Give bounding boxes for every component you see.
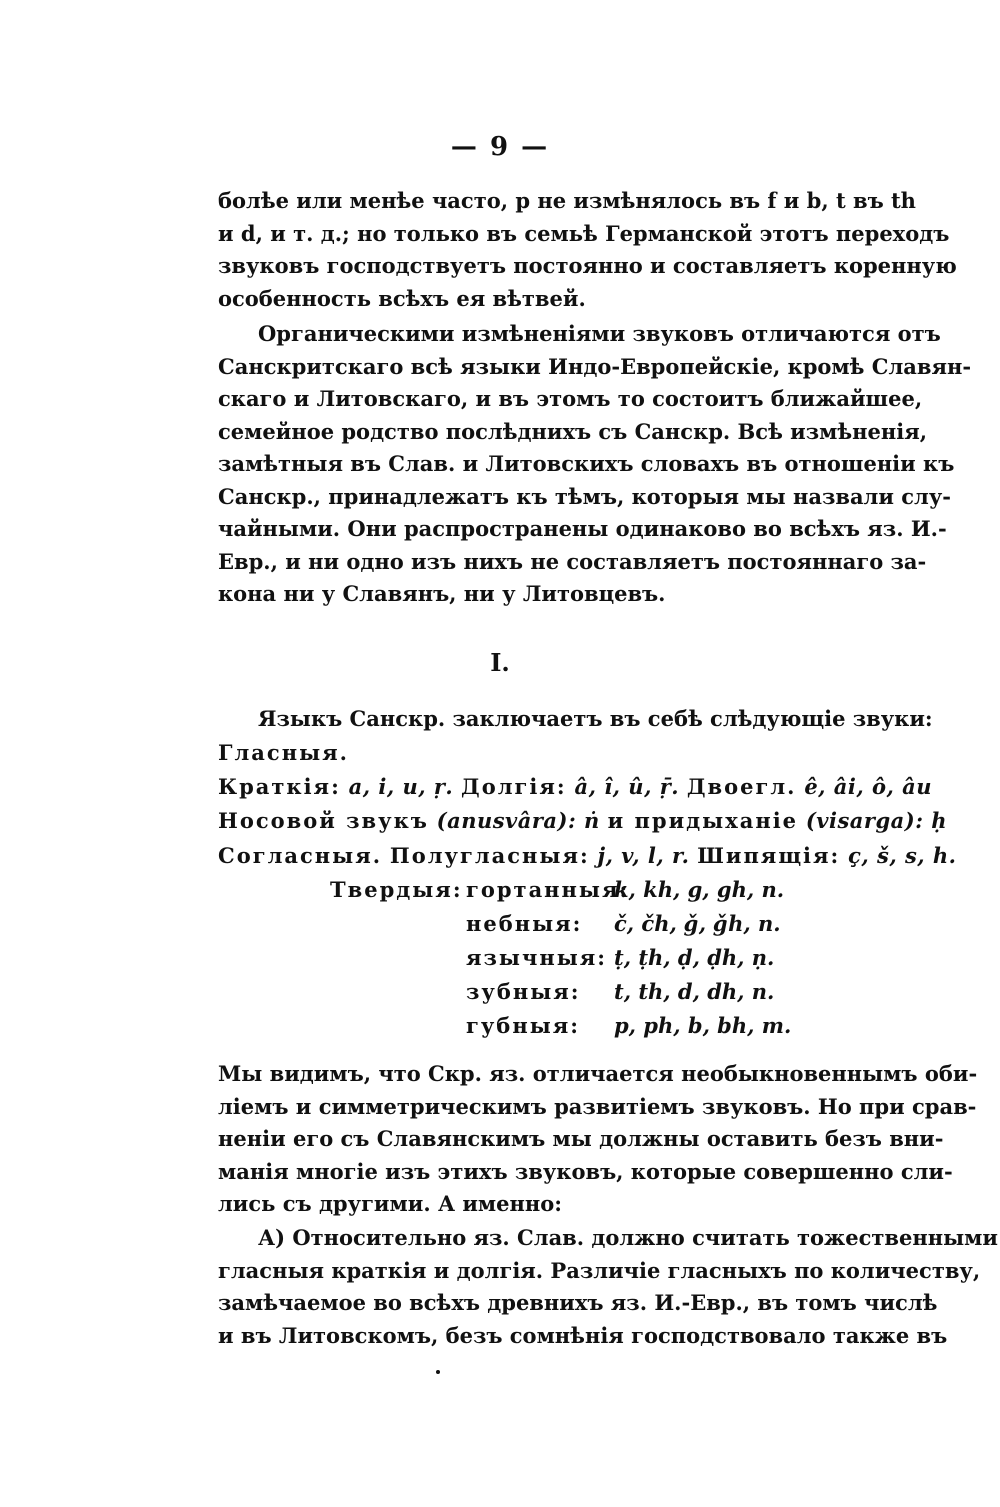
- anusvara-sign: ṅ: [584, 808, 600, 833]
- stops-row-values: ṭ, ṭh, ḍ, ḍh, ṇ.: [614, 945, 775, 970]
- stops-row-labial: [466, 1013, 792, 1038]
- nasal-line: [218, 808, 947, 833]
- paragraph-3-line: ліемъ и симметрическимъ развитіемъ звуковъ. Но при срав-: [218, 1093, 977, 1119]
- stops-row-label: язычныя:: [466, 945, 608, 970]
- diphthongs: ê, âi, ô, âu: [804, 774, 933, 799]
- paragraph-2-line: семейное родство послѣднихъ съ Санскр. Всѣ измѣненія,: [218, 418, 928, 444]
- nasal-label: Носовой звукъ: [218, 808, 429, 833]
- paragraph-4-line: замѣчаемое во всѣхъ древнихъ яз. И.-Евр., въ томъ числѣ: [218, 1290, 938, 1315]
- stops-row-label: зубныя:: [466, 979, 581, 1004]
- paragraph-2-line: Санскр., принадлежатъ къ тѣмъ, которыя мы назвали слу-: [218, 483, 951, 509]
- paragraph-4-line: и въ Литовскомъ, безъ сомнѣнія господствовало также въ: [218, 1322, 948, 1348]
- paragraph-1-line: особенность всѣхъ ея вѣтвей.: [218, 285, 586, 311]
- long-vowels-label: Долгія:: [461, 774, 567, 799]
- paragraph-3-line: манія многіе изъ этихъ звуковъ, которые совершенно сли-: [218, 1158, 953, 1184]
- paragraph-3: [218, 1058, 978, 1221]
- semivowels: j, v, l, r.: [597, 843, 690, 868]
- semivowels-label: Полугласныя:: [389, 843, 590, 868]
- visarga-sign: ḥ: [931, 808, 948, 833]
- paragraph-2-line: скаго и Литовскаго, и въ этомъ то состоитъ ближайшее,: [218, 386, 923, 411]
- anusvara-term: (anusvâra):: [436, 808, 577, 833]
- aspiration-label: и придыханіе: [607, 808, 799, 833]
- stops-row-label: губныя:: [466, 1013, 581, 1038]
- paragraph-2-line: Евр., и ни одно изъ нихъ не составляетъ постояннаго за-: [218, 548, 927, 574]
- paragraph-2-line: Органическими измѣненіями звуковъ отличаются отъ: [258, 321, 941, 346]
- page-number: — 9 —: [450, 132, 550, 162]
- paragraph-2-line: чайными. Они распространены одинаково во всѣхъ яз. И.-: [218, 516, 947, 541]
- paragraph-2-line: замѣтныя въ Слав. и Литовскихъ словахъ въ отношеніи къ: [218, 451, 955, 476]
- paragraph-1: [218, 185, 957, 315]
- stops-row-label: гортанныя:: [466, 877, 630, 902]
- stops-row-values: č, čh, ǧ, ǧh, n.: [614, 911, 781, 936]
- print-speck: [436, 1370, 440, 1374]
- paragraph-3-line: Мы видимъ, что Скр. яз. отличается необыкновеннымъ оби-: [218, 1061, 978, 1086]
- paragraph-4-line: А) Относительно яз. Слав. должно считать тожественными: [258, 1225, 998, 1250]
- paragraph-3-line: лись съ другими. А именно:: [218, 1191, 563, 1216]
- stops-label: Твердыя:: [330, 877, 463, 902]
- stops-row-dental: [466, 979, 775, 1004]
- sibilants: ç, š, s, h.: [848, 843, 957, 868]
- stops-row-cerebral: [466, 945, 775, 970]
- vowels-heading: Гласныя.: [218, 740, 349, 765]
- section-number: I.: [490, 648, 510, 677]
- paragraph-4-line: гласныя краткія и долгія. Различіе гласныхъ по количеству,: [218, 1257, 981, 1283]
- short-vowels-label: Краткія:: [218, 774, 341, 799]
- long-vowels: â, î, û, ṝ.: [574, 774, 680, 799]
- stops-row-palatal: [466, 911, 781, 936]
- paragraph-1-line: и d, и т. д.; но только въ семьѣ Германской этотъ переходъ: [218, 220, 950, 246]
- short-vowels: a, i, u, ṛ.: [348, 774, 454, 799]
- consonants-label: Согласныя.: [218, 843, 383, 868]
- stops-row-values: k, kh, g, gh, n.: [614, 877, 785, 902]
- stops-row-values: p, ph, b, bh, m.: [614, 1013, 792, 1038]
- paragraph-4: [218, 1222, 998, 1352]
- paragraph-2: [218, 318, 972, 611]
- sounds-intro: Языкъ Санскр. заключаетъ въ себѣ слѣдующіе звуки:: [258, 706, 933, 731]
- stops-row-values: t, th, d, dh, n.: [614, 979, 775, 1004]
- paragraph-3-line: неніи его съ Славянскимъ мы должны оставить безъ вни-: [218, 1126, 944, 1151]
- paragraph-1-line: болѣе или менѣе часто, p не измѣнялось въ f и b, t въ th: [218, 188, 916, 213]
- consonants-line: [218, 843, 957, 868]
- paragraph-1-line: звуковъ господствуетъ постоянно и составляетъ коренную: [218, 253, 957, 278]
- stops-row-guttural: [466, 877, 785, 902]
- visarga-term: (visarga):: [805, 808, 924, 833]
- paragraph-2-line: кона ни у Славянъ, ни у Литовцевъ.: [218, 581, 666, 606]
- diphthongs-label: Двоегл.: [686, 774, 797, 799]
- sibilants-label: Шипящія:: [697, 843, 841, 868]
- stops-row-label: небныя:: [466, 911, 583, 936]
- vowels-line: [218, 774, 932, 799]
- paragraph-2-line: Санскритскаго всѣ языки Индо-Европейскіе, кромѣ Славян-: [218, 353, 972, 379]
